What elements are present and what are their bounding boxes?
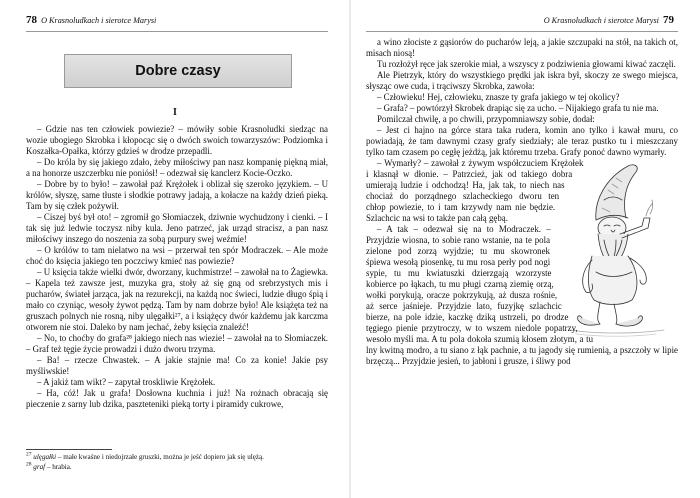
chapter-title-box	[64, 54, 292, 88]
paragraph: – Człowieku! Hej, człowieku, znasze ty grafa jakiego w tej okolicy?	[377, 92, 620, 102]
left-page-number: 78	[26, 14, 37, 26]
left-body-text	[26, 124, 328, 410]
right-running-head	[544, 14, 674, 26]
right-header-rule	[366, 31, 678, 32]
paragraph: Ale Pietrzyk, który do wszystkiego prędki jak iskra był, skoczy ze swego miejsca, słysząc owe cuda, i trąciwszy Skrobka, zawoła:	[366, 70, 678, 91]
footnote-rule	[26, 449, 112, 450]
paragraph: a wino złociste z gąsiorów do pucharów leją, a jakie szczupaki na stół, na takich ot, misach niosą!	[366, 37, 678, 58]
paragraph: – Ba! – rzecze Chwastek. – A jakie stajnie ma! Co za konie! Jakie psy myśliwskie!	[26, 355, 328, 376]
footnote-term: graf	[33, 463, 46, 471]
footnote-mark: 28	[26, 461, 32, 468]
paragraph: – No, to choćby do grafa²⁸ jakiego niech nas wiezie! – zawołał na to Słomiaczek. – Graf też tęgie życie prowadzi i dużo dworu trzyma.	[26, 333, 328, 354]
footnotes	[26, 452, 328, 472]
gnome-illustration	[556, 160, 678, 338]
section-number: I	[173, 107, 177, 118]
paragraph: – Grafa? – powtórzył Skrobek drapiąc się za ucho. – Nijakiego grafa tu nie ma.	[377, 103, 659, 113]
footnote	[26, 452, 328, 462]
paragraph: – Dobre by to było! – zawołał paź Krężołek i oblizał się szeroko językiem. – U królów, słyszę, same tłuste i słodkie potrawy jadają, a kołacze na każdy dzień pieką. Tam by się człek pożywił.	[26, 179, 328, 211]
paragraph: – Gdzie nas ten człowiek powiezie? – mówiły sobie Krasnoludki siedząc na wozie ubogiego Skrobka i kłopocąc się o dwóch swoich towarzyszów: Podziomka i Koszałka-Opałka, którzy gdzieś w drodze przepadli.	[26, 124, 328, 156]
right-running-title: O Krasnoludkach i sierotce Marysi	[543, 16, 659, 25]
right-page	[350, 0, 700, 498]
footnote-term: ulęgałki	[33, 453, 57, 461]
paragraph: – A tak – odezwał się na to Modraczek. – Przyjdzie wiosna, to sobie rano wstanie, na te pola zielone pod zorzą wyjdzie; tu mu skowronek śpiewa wesołą piosenkę, tu mu rosa perły pod nogi sypie, tu mu kwiatuszki dzierzgają wzorzyste kobierce po łąkach, tu mu pługi czarną ziemię orzą, wołki porykują, oracze pokrzykują, aż dusza rośnie, aż serce jaśnieje. Przyjdzie lato, fuzyjkę szlachcic bierze, na pole idzie, kaczkę dziką ustrzeli, po drodze tęgiego pienie przytroczy, w to wszem niedole popatrzy, wesoło myśli ma. A tu pola dokoła szumią kłosem złotym, a tu lny kwitną modro, a tu siano z łąk pachnie, a tu jagody się rumienią, a pszczoły w lipie brzęczą... Przyjdzie jesień, to jabłoni i grusze, i śliwy pod	[366, 224, 678, 366]
paragraph: – Do króla by się jakiego zdało, żeby miłościwy pan nasz kompanię piękną miał, a na honorze uszczerbku nie poniósł! – odezwał się kanclerz Kocie-Oczko.	[26, 157, 328, 178]
left-running-title: O Krasnoludkach i sierotce Marysi	[41, 16, 157, 25]
paragraph: – Jest ci hajno na górce stara taka rudera, komin ano tylko i kawał muru, co powiadają, że tam dawnymi czasy grafy siedziały; ale teraz pustko tu i mieszczany tylko tam czasem po cegłę jeżdżą, jak któremu trzeba. Grafy ponoć dawno wymarły.	[366, 125, 678, 157]
paragraph: – Ciszej byś był oto! – zgromił go Słomiaczek, dziwnie wychudzony i cienki. – I tak się już ledwie toczysz niby kula. Jeno patrzeć, jak urząd stracisz, a pan nasz miłościwy inszego do noszenia za sobą purpury swej weźmie!	[26, 212, 328, 244]
right-page-number: 79	[663, 14, 674, 26]
paragraph: Tu rozłożył ręce jak szerokie miał, a wszyscy z podziwienia głowami kiwać zaczęli.	[377, 59, 676, 69]
chapter-title: Dobre czasy	[135, 63, 221, 79]
paragraph: Pomilczał chwilę, a po chwili, przypomniawszy sobie, dodał:	[377, 114, 595, 124]
paragraph: – Ha, cóż! Jak u grafa! Dosłowna kuchnia i już! Na rożnach obracają się pieczenie z sarny lub dzika, paszteteniki pieką torty i piramidy cukrowe,	[26, 388, 328, 409]
paragraph: – U księcia także wielki dwór, dworzany, kuchmistrze! – zawołał na to Żagiewka. – Kapela też zawsze jest, muzyka gra, stoły aż się gną od srebrzystych mis i pucharów, świateł jarząca, jak na rezurekcji, na każdą noc świeci, ludzie długo śpią i mało co czyniąc, wesoły żywot pędzą. Tam by nam dobrze było! Ale książęta też na gruszach polnych nie rosną, niby ulęgałki²⁷, a i książęcy dwór każdemu jak karczma otworem nie stoi. Daleko by nam jechać, żeby księcia znaleźć!	[26, 267, 328, 332]
paragraph: – O królów to tam nielatwo na wsi – przerwał ten spór Modraczek. – Ale może choć do księcia jakiego ten poczciwy kmieć nas powiezie?	[26, 245, 328, 266]
left-header-rule	[26, 31, 328, 32]
footnote-text: – hrabia.	[45, 463, 72, 471]
footnote-text: – małe kwaśne i niedojrzałe gruszki, można je jeść dopiero jak się ulężą.	[56, 453, 264, 461]
paragraph: – A jakiż tam wikt? – zapytał troskliwie Krężołek.	[37, 377, 216, 387]
footnote	[26, 462, 328, 472]
left-running-head	[26, 14, 156, 26]
footnote-mark: 27	[26, 451, 32, 458]
right-body-text	[366, 37, 678, 367]
paragraph: – Wymarły? – zawołał z żywym współczuciem Krężołek i klasnął w dłonie. – Patrzcież, jak od takiego dobra umierają ludzie i odchodzą! Ha, jak tak, to niech nas chociaż do porządnego szlacheckiego dworu ten chłop powiezie, to i tam krzywdy nam nie będzie. Szlachcic na wsi to także pan całą gębą.	[366, 158, 584, 223]
